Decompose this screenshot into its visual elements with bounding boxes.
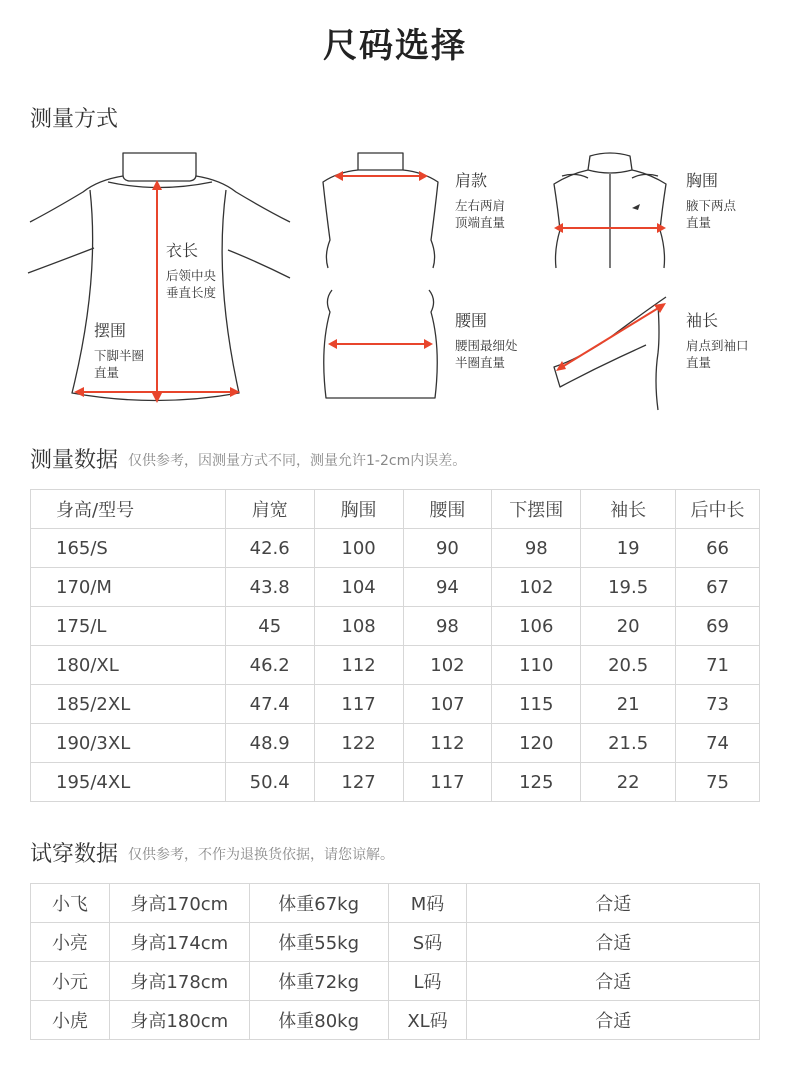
table-cell: 合适: [467, 923, 760, 962]
table-cell: 106: [492, 607, 581, 646]
table-cell: 体重80kg: [249, 1001, 388, 1040]
table-row: [31, 646, 760, 685]
table-cell: 小亮: [31, 923, 110, 962]
table-row: [31, 923, 760, 962]
table-cell: 身高180cm: [109, 1001, 249, 1040]
trial-data-note: 仅供参考，不作为退换货依据，请您谅解。: [128, 847, 395, 863]
table-cell: 190/3XL: [31, 724, 226, 763]
table-cell: 117: [314, 685, 403, 724]
hem-desc-2: 直量: [94, 365, 120, 380]
table-cell: 小飞: [31, 884, 110, 923]
waist-label: [455, 308, 518, 371]
table-cell: 195/4XL: [31, 763, 226, 802]
table-cell: 90: [403, 529, 492, 568]
table-row: [31, 724, 760, 763]
table-cell: 107: [403, 685, 492, 724]
table-cell: 127: [314, 763, 403, 802]
table-cell: 体重55kg: [249, 923, 388, 962]
table-cell: 100: [314, 529, 403, 568]
table-cell: 46.2: [225, 646, 314, 685]
table-cell: M码: [388, 884, 467, 923]
table-cell: 身高178cm: [109, 962, 249, 1001]
table-cell: 94: [403, 568, 492, 607]
col-header: 胸围: [314, 490, 403, 529]
size-data-note: 仅供参考，因测量方式不同，测量允许1-2cm内误差。: [128, 453, 467, 469]
shoulder-desc-1: 左右两肩: [455, 198, 506, 213]
table-cell: 71: [676, 646, 760, 685]
trial-data-title: 试穿数据: [30, 842, 119, 867]
table-cell: 20: [581, 607, 676, 646]
trial-table: [30, 883, 760, 1040]
trial-data-heading: [30, 837, 394, 868]
table-cell: 73: [676, 685, 760, 724]
table-cell: 身高170cm: [109, 884, 249, 923]
table-cell: 115: [492, 685, 581, 724]
table-cell: S码: [388, 923, 467, 962]
shoulder-diagram: [318, 150, 443, 270]
page-title: 尺码选择: [323, 26, 467, 66]
chest-diagram: [548, 150, 673, 272]
table-cell: 66: [676, 529, 760, 568]
table-row: [31, 529, 760, 568]
table-cell: 19: [581, 529, 676, 568]
table-cell: 合适: [467, 1001, 760, 1040]
table-row: [31, 884, 760, 923]
chest-label: [686, 168, 736, 231]
table-cell: 体重72kg: [249, 962, 388, 1001]
table-cell: 21: [581, 685, 676, 724]
table-cell: 117: [403, 763, 492, 802]
table-cell: 165/S: [31, 529, 226, 568]
length-desc-1: 后领中央: [166, 268, 217, 283]
sleeve-label: [686, 308, 749, 371]
table-cell: 120: [492, 724, 581, 763]
table-cell: 122: [314, 724, 403, 763]
hem-title: 摆围: [94, 321, 127, 340]
table-cell: 108: [314, 607, 403, 646]
waist-title: 腰围: [455, 311, 488, 330]
table-cell: XL码: [388, 1001, 467, 1040]
table-cell: 小虎: [31, 1001, 110, 1040]
hem-label: [94, 318, 144, 381]
table-row: [31, 607, 760, 646]
table-row: [31, 568, 760, 607]
table-cell: 45: [225, 607, 314, 646]
hem-desc-1: 下脚半圈: [94, 348, 145, 363]
table-cell: 身高174cm: [109, 923, 249, 962]
table-cell: 47.4: [225, 685, 314, 724]
table-cell: 合适: [467, 884, 760, 923]
table-cell: 19.5: [581, 568, 676, 607]
table-cell: 42.6: [225, 529, 314, 568]
waist-desc-1: 腰围最细处: [455, 338, 518, 353]
chest-title: 胸围: [686, 171, 719, 190]
table-cell: 22: [581, 763, 676, 802]
table-cell: 体重67kg: [249, 884, 388, 923]
table-cell: 合适: [467, 962, 760, 1001]
jacket-length-diagram: [28, 150, 293, 410]
size-data-title: 测量数据: [30, 448, 119, 473]
table-cell: 98: [403, 607, 492, 646]
shoulder-desc-2: 顶端直量: [455, 215, 506, 230]
table-cell: 102: [492, 568, 581, 607]
table-cell: 98: [492, 529, 581, 568]
table-cell: 110: [492, 646, 581, 685]
col-header: 身高/型号: [31, 490, 226, 529]
shoulder-label: [455, 168, 505, 231]
length-title: 衣长: [166, 241, 199, 260]
size-data-heading: [30, 443, 466, 474]
table-row: [31, 1001, 760, 1040]
table-cell: 185/2XL: [31, 685, 226, 724]
col-header: 袖长: [581, 490, 676, 529]
chest-desc-2: 直量: [686, 215, 712, 230]
waist-diagram: [318, 288, 443, 403]
table-cell: 75: [676, 763, 760, 802]
sleeve-diagram: [548, 295, 673, 415]
table-cell: 67: [676, 568, 760, 607]
table-cell: 112: [314, 646, 403, 685]
table-cell: 175/L: [31, 607, 226, 646]
table-row: [31, 685, 760, 724]
col-header: 下摆围: [492, 490, 581, 529]
table-cell: 69: [676, 607, 760, 646]
chest-desc-1: 腋下两点: [686, 198, 737, 213]
waist-desc-2: 半圈直量: [455, 355, 506, 370]
measure-method-heading: 测量方式: [30, 107, 119, 132]
table-cell: 74: [676, 724, 760, 763]
table-cell: L码: [388, 962, 467, 1001]
length-label: [166, 238, 216, 301]
sleeve-desc-1: 肩点到袖口: [686, 338, 749, 353]
shoulder-title: 肩款: [455, 171, 488, 190]
table-cell: 125: [492, 763, 581, 802]
table-cell: 小元: [31, 962, 110, 1001]
table-row: [31, 763, 760, 802]
table-cell: 170/M: [31, 568, 226, 607]
length-desc-2: 垂直长度: [166, 285, 217, 300]
col-header: 后中长: [676, 490, 760, 529]
size-table: [30, 489, 760, 802]
table-cell: 48.9: [225, 724, 314, 763]
size-table-header: [31, 490, 760, 529]
table-cell: 104: [314, 568, 403, 607]
col-header: 肩宽: [225, 490, 314, 529]
sleeve-title: 袖长: [686, 311, 719, 330]
table-cell: 112: [403, 724, 492, 763]
table-cell: 20.5: [581, 646, 676, 685]
table-cell: 180/XL: [31, 646, 226, 685]
table-cell: 21.5: [581, 724, 676, 763]
table-cell: 43.8: [225, 568, 314, 607]
col-header: 腰围: [403, 490, 492, 529]
sleeve-desc-2: 直量: [686, 355, 712, 370]
table-row: [31, 962, 760, 1001]
table-cell: 102: [403, 646, 492, 685]
table-cell: 50.4: [225, 763, 314, 802]
